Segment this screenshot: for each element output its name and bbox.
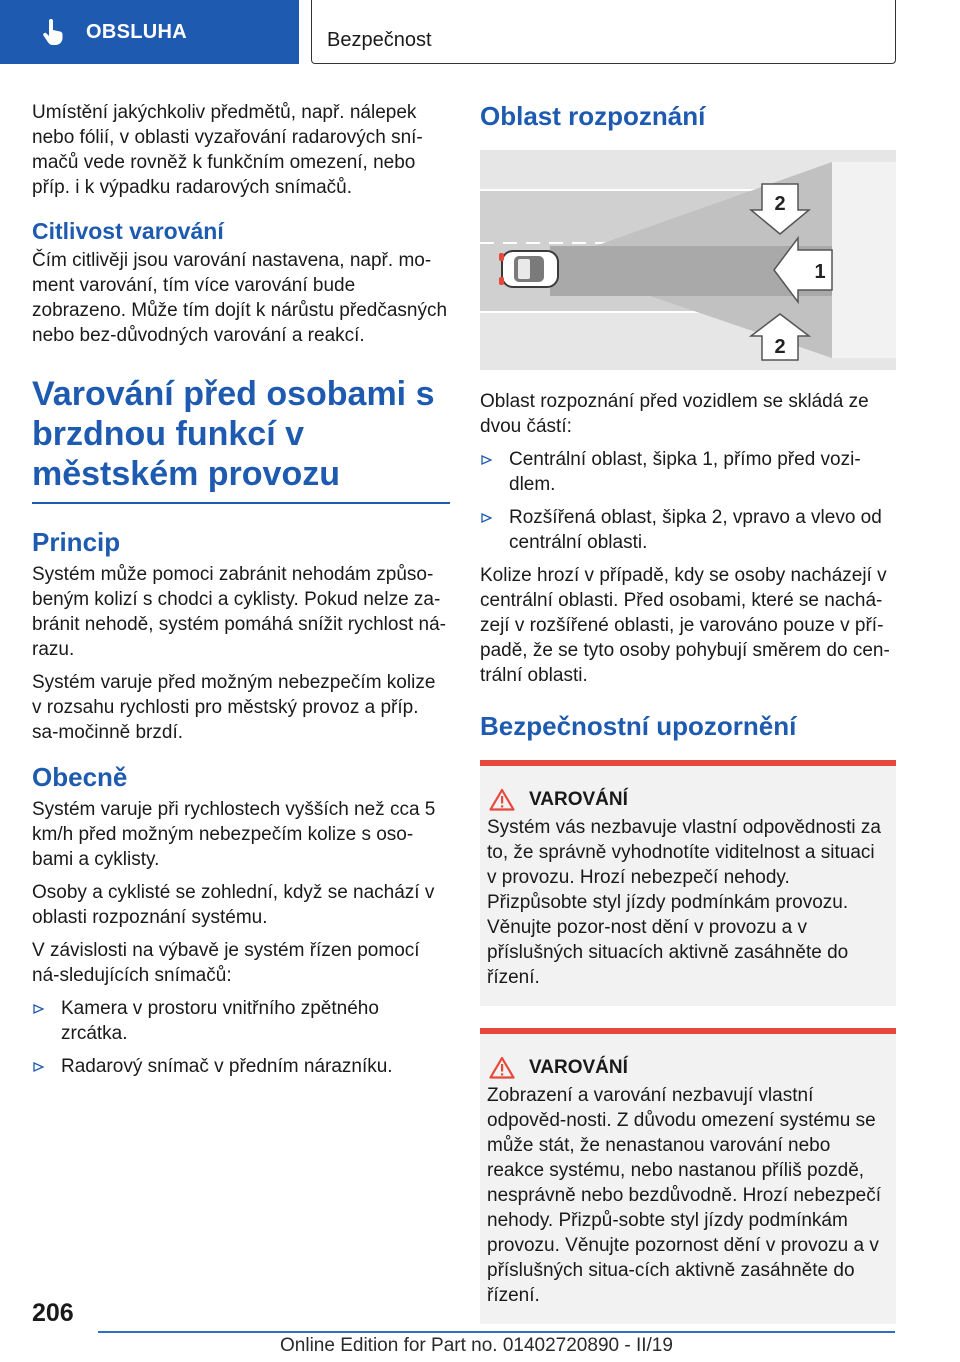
arrow-2-label: 2 xyxy=(774,336,786,358)
list-item xyxy=(480,505,896,555)
spacer xyxy=(480,1018,896,1028)
list-item xyxy=(32,996,450,1046)
general-paragraph-1: Systém varuje při rychlostech vyšších než cca 5 km/h před možným nebezpečím kolize s oso-bami a cyklisty. xyxy=(32,799,436,870)
triangle-bullet-icon xyxy=(481,455,492,465)
detection-area-figure xyxy=(480,150,896,370)
section-header xyxy=(311,0,896,64)
area-list xyxy=(480,447,896,555)
warning-text: Systém vás nezbavuje vlastní odpovědnosti za to, že správně vyhodnotíte viditelnost a situaci v provozu. Hrozí nebezpečí nehody. Přizpůsobte styl jízdy podmínkám provozu. Věnujte pozor-nost dění v provozu a v příslušných situacích aktivně zasáhněte do řízení. xyxy=(487,817,881,988)
warning-triangle-icon xyxy=(489,788,515,811)
triangle-bullet-icon xyxy=(33,1062,44,1072)
sensitivity-paragraph: Čím citlivěji jsou varování nastavena, např. mo-ment varování, tím více varování bude zobrazeno. Může tím dojít k nárůstu předčasných nebo bez-důvodných varování a reakcí. xyxy=(32,250,448,346)
chapter-tab[interactable] xyxy=(0,0,299,64)
list-item-text: Rozšířená oblast, šipka 2, vpravo a vlevo od centrální oblasti. xyxy=(509,507,882,553)
arrow-1-label: 1 xyxy=(814,261,826,283)
warning-box xyxy=(480,1028,896,1324)
area-edge xyxy=(832,162,896,358)
general-paragraph-2: Osoby a cyklisté se zohlední, když se nachází v oblasti rozpoznání systému. xyxy=(32,882,435,928)
triangle-bullet-icon xyxy=(33,1004,44,1014)
list-item-text: Centrální oblast, šipka 1, přímo před vozi-dlem. xyxy=(509,449,861,495)
page-number: 206 xyxy=(32,1299,74,1327)
chapter-label: OBSLUHA xyxy=(86,20,187,43)
warning-title: VAROVÁNÍ xyxy=(529,788,628,810)
area-heading: Oblast rozpoznání xyxy=(480,101,706,131)
general-paragraph-3: V závislosti na výbavě je systém řízen pomocí ná-sledujících snímačů: xyxy=(32,940,420,986)
warning-title-row xyxy=(487,1056,888,1079)
car-icon xyxy=(499,251,558,287)
main-heading: Varování před osobami s brzdnou funkcí v městském provozu xyxy=(32,374,450,504)
list-item xyxy=(32,1054,450,1079)
principle-paragraph-2: Systém varuje před možným nebezpečím kolize v rozsahu rychlosti pro městský provoz a příp. sa-močinně brzdí. xyxy=(32,672,436,743)
principle-heading: Princip xyxy=(32,527,121,557)
sensitivity-heading: Citlivost varování xyxy=(32,218,224,244)
triangle-bullet-icon xyxy=(481,513,492,523)
area-intro-paragraph: Oblast rozpoznání před vozidlem se skládá ze dvou částí: xyxy=(480,391,869,437)
area-paragraph: Kolize hrozí v případě, kdy se osoby nacházejí v centrální oblasti. Před osobami, které se nachá-zejí v rozšířené oblasti, je varováno pouze v pří-padě, že se tyto osoby pohybují směrem do cen-trální oblasti. xyxy=(480,565,890,686)
edition-text: Online Edition for Part no. 01402720890 - II/19 xyxy=(280,1335,673,1356)
general-heading: Obecně xyxy=(32,762,128,792)
hand-pointer-icon xyxy=(42,19,64,45)
warning-title: VAROVÁNÍ xyxy=(529,1056,628,1078)
footer-divider xyxy=(98,1331,895,1333)
list-item-text: Kamera v prostoru vnitřního zpětného zrcátka. xyxy=(61,998,379,1044)
sensor-list xyxy=(32,996,450,1079)
warning-title-row xyxy=(487,788,888,811)
warning-box xyxy=(480,760,896,1006)
warning-triangle-icon xyxy=(489,1056,515,1079)
intro-paragraph: Umístění jakýchkoliv předmětů, např. nálepek nebo fólií, v oblasti vyzařování radarových sní-mačů vede rovněž k funkčním omezení, nebo příp. i k výpadku radarových snímačů. xyxy=(32,102,423,198)
left-column xyxy=(32,100,450,1087)
safety-heading: Bezpečnostní upozornění xyxy=(480,711,797,741)
warning-text: Zobrazení a varování nezbavují vlastní odpověd-nosti. Z důvodu omezení systému se může stát, že nenastanou varování nebo reakce systému, nebo nastanou příliš pozdě, nesprávně nebo bezdůvodně. Hrozí nebezpečí nehody. Přizpů-sobte styl jízdy podmínkám provozu. Věnujte pozornost dění v provozu a v příslušných situa-cích aktivně zasáhněte do řízení. xyxy=(487,1085,881,1306)
list-item-text: Radarový snímač v předním nárazníku. xyxy=(61,1056,393,1077)
arrow-2-label: 2 xyxy=(774,193,786,215)
section-label: Bezpečnost xyxy=(327,29,432,51)
principle-paragraph-1: Systém může pomoci zabránit nehodám způso-beným kolizí s chodci a cyklisty. Pokud nelze za-bránit nehodě, systém pomáhá snížit rychlost ná-razu. xyxy=(32,564,446,660)
right-column xyxy=(480,100,896,1336)
list-item xyxy=(480,447,896,497)
